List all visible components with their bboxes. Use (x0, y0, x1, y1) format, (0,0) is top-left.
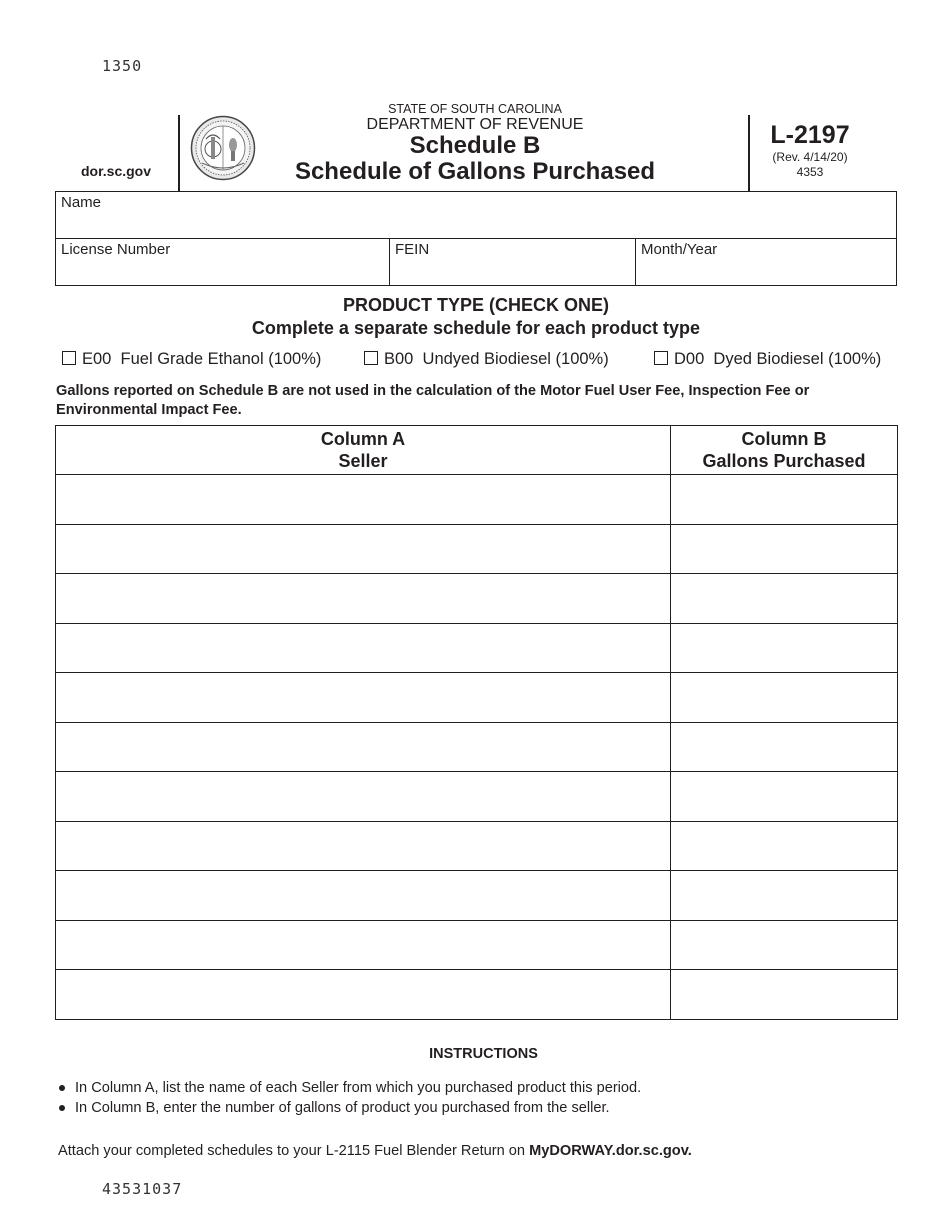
attach-text: Attach your completed schedules to your L-2115 Fuel Blender Return on (58, 1143, 530, 1159)
list-item: In Column A, list the name of each Seller from which you purchased product this period. (58, 1078, 898, 1098)
gallons-cell[interactable] (671, 821, 898, 871)
table-row (56, 970, 898, 1020)
table-row (56, 524, 898, 574)
gallons-cell[interactable] (671, 722, 898, 772)
form-barcode-number: 43531037 (102, 1180, 183, 1198)
option-d00-label: D00 Dyed Biodiesel (100%) (674, 350, 882, 368)
form-number: L-2197 (770, 121, 850, 149)
gallons-cell[interactable] (671, 524, 898, 574)
table-row (56, 920, 898, 970)
attach-note (58, 1143, 918, 1159)
column-a-header (56, 426, 671, 475)
seller-cell[interactable] (56, 871, 671, 921)
table-row (56, 772, 898, 822)
gallons-cell[interactable] (671, 673, 898, 723)
instructions-heading: INSTRUCTIONS (429, 1046, 538, 1062)
option-b00[interactable] (364, 350, 609, 369)
column-b-title: Column B (741, 429, 827, 449)
fein-field[interactable] (389, 238, 636, 286)
mydorway-link[interactable]: MyDORWAY.dor.sc.gov. (529, 1143, 692, 1159)
page-title: Schedule of Gallons Purchased (294, 158, 656, 185)
gallons-cell[interactable] (671, 970, 898, 1020)
gallons-cell[interactable] (671, 574, 898, 624)
fee-notice: Gallons reported on Schedule B are not used in the calculation of the Motor Fuel User Fee, Inspection Fee or Environmental Impact Fee. (56, 383, 810, 418)
gallons-cell[interactable] (671, 475, 898, 525)
table-row (56, 623, 898, 673)
option-e00-label: E00 Fuel Grade Ethanol (100%) (82, 350, 322, 368)
seller-cell[interactable] (56, 920, 671, 970)
column-b-header (671, 426, 898, 475)
schedule-label: Schedule B (409, 132, 541, 159)
seller-cell[interactable] (56, 722, 671, 772)
gallons-table (55, 425, 898, 1020)
column-b-subtitle: Gallons Purchased (702, 451, 866, 471)
table-row (56, 821, 898, 871)
column-a-title: Column A (320, 429, 406, 449)
form-scan-code: 1350 (102, 57, 143, 75)
seller-cell[interactable] (56, 821, 671, 871)
form-id-block (750, 120, 870, 180)
gallons-cell[interactable] (671, 623, 898, 673)
month-year-field[interactable] (635, 238, 897, 286)
website-label: dor.sc.gov (80, 163, 152, 179)
form-code: 4353 (796, 165, 824, 179)
table-row (56, 673, 898, 723)
department-name: DEPARTMENT OF REVENUE (366, 116, 584, 133)
gallons-cell[interactable] (671, 772, 898, 822)
checkbox-e00[interactable] (62, 351, 76, 365)
header-divider-left (178, 115, 180, 192)
name-field[interactable] (55, 191, 897, 239)
seller-cell[interactable] (56, 623, 671, 673)
option-e00[interactable] (62, 350, 321, 369)
seller-cell[interactable] (56, 772, 671, 822)
product-type-subheading: Complete a separate schedule for each product type (251, 318, 701, 338)
month-year-label: Month/Year (641, 241, 718, 258)
seller-cell[interactable] (56, 673, 671, 723)
seller-cell[interactable] (56, 574, 671, 624)
name-label: Name (61, 194, 102, 211)
list-item: In Column B, enter the number of gallons of product you purchased from the seller. (58, 1098, 898, 1118)
state-seal-icon (190, 115, 256, 181)
table-row (56, 722, 898, 772)
fein-label: FEIN (395, 241, 430, 258)
product-type-heading: PRODUCT TYPE (CHECK ONE) (342, 295, 609, 315)
state-name: STATE OF SOUTH CAROLINA (388, 102, 562, 116)
gallons-cell[interactable] (671, 920, 898, 970)
column-a-subtitle: Seller (338, 451, 388, 471)
license-number-label: License Number (61, 241, 171, 258)
table-row (56, 475, 898, 525)
seller-cell[interactable] (56, 970, 671, 1020)
checkbox-d00[interactable] (654, 351, 668, 365)
license-number-field[interactable] (55, 238, 390, 286)
header-titles (270, 102, 680, 185)
table-row (56, 574, 898, 624)
seller-cell[interactable] (56, 524, 671, 574)
revision-date: (Rev. 4/14/20) (772, 150, 848, 164)
instructions-list (58, 1078, 898, 1118)
option-d00[interactable] (654, 350, 881, 369)
seller-cell[interactable] (56, 475, 671, 525)
checkbox-b00[interactable] (364, 351, 378, 365)
gallons-cell[interactable] (671, 871, 898, 921)
option-b00-label: B00 Undyed Biodiesel (100%) (384, 350, 609, 368)
table-row (56, 871, 898, 921)
